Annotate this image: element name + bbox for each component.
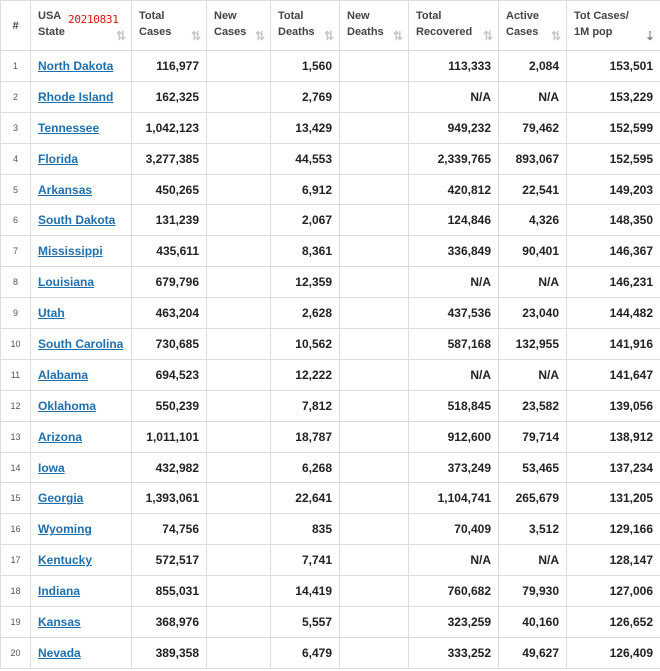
total-cases-cell: 1,011,101 [132,421,207,452]
new-cases-cell [207,174,271,205]
table-row [1,51,660,82]
row-rank: 10 [1,329,31,360]
header-total-recovered[interactable] [409,1,499,51]
row-rank: 20 [1,637,31,668]
table-row [1,452,660,483]
cases-per-million-cell: 144,482 [567,298,660,329]
state-link[interactable]: Utah [38,306,65,321]
active-cases-cell: 22,541 [499,174,567,205]
header-label: Total [278,10,304,22]
total-deaths-cell: 22,641 [271,483,340,514]
header-label: Deaths [347,26,384,38]
cases-per-million-cell: 126,409 [567,637,660,668]
state-link[interactable]: Indiana [38,584,81,599]
header-state[interactable] [31,1,132,51]
sort-updown-icon[interactable]: ⇅ [482,29,493,43]
row-rank: 8 [1,267,31,298]
state-cell [31,205,132,236]
table-row [1,205,660,236]
new-cases-cell [207,205,271,236]
active-cases-cell: N/A [499,267,567,298]
total-recovered-cell: 2,339,765 [409,143,499,174]
state-link[interactable]: Kansas [38,614,81,629]
new-deaths-cell [340,112,409,143]
row-rank: 7 [1,236,31,267]
table-row [1,267,660,298]
new-deaths-cell [340,576,409,607]
table-row [1,236,660,267]
table-row [1,329,660,360]
new-deaths-cell [340,298,409,329]
row-rank: 15 [1,483,31,514]
state-link[interactable]: Florida [38,151,79,166]
new-cases-cell [207,51,271,82]
new-deaths-cell [340,545,409,576]
total-deaths-cell: 13,429 [271,112,340,143]
row-rank: 5 [1,174,31,205]
header-label: Active [506,10,540,22]
total-deaths-cell: 2,769 [271,81,340,112]
new-cases-cell [207,143,271,174]
table-row [1,174,660,205]
date-stamp: 20210831 [68,13,119,26]
new-cases-cell [207,298,271,329]
new-deaths-cell [340,637,409,668]
header-label: Cases [214,26,247,38]
total-recovered-cell: N/A [409,267,499,298]
cases-per-million-cell: 129,166 [567,514,660,545]
total-deaths-cell: 14,419 [271,576,340,607]
state-cell [31,329,132,360]
total-recovered-cell: 336,849 [409,236,499,267]
row-rank: 2 [1,81,31,112]
active-cases-cell: 49,627 [499,637,567,668]
total-recovered-cell: 949,232 [409,112,499,143]
cases-per-million-cell: 141,916 [567,329,660,360]
active-cases-cell: N/A [499,359,567,390]
state-link[interactable]: Louisiana [38,275,95,290]
new-cases-cell [207,359,271,390]
new-deaths-cell [340,236,409,267]
total-deaths-cell: 2,628 [271,298,340,329]
row-rank: 18 [1,576,31,607]
row-rank: 13 [1,421,31,452]
new-cases-cell [207,267,271,298]
cases-per-million-cell: 152,599 [567,112,660,143]
state-cell [31,81,132,112]
sort-updown-icon[interactable]: ⇅ [190,29,201,43]
table-row [1,514,660,545]
header-label: New [214,10,237,22]
total-deaths-cell: 6,479 [271,637,340,668]
total-recovered-cell: 113,333 [409,51,499,82]
cases-per-million-cell: 148,350 [567,205,660,236]
sort-updown-icon[interactable]: ⇅ [550,29,561,43]
header-label: Total [139,10,165,22]
new-cases-cell [207,637,271,668]
cases-per-million-cell: 149,203 [567,174,660,205]
total-cases-cell: 1,393,061 [132,483,207,514]
active-cases-cell: 265,679 [499,483,567,514]
new-cases-cell [207,576,271,607]
new-deaths-cell [340,514,409,545]
active-cases-cell: 893,067 [499,143,567,174]
total-recovered-cell: 373,249 [409,452,499,483]
cases-per-million-cell: 153,501 [567,51,660,82]
cases-per-million-cell: 128,147 [567,545,660,576]
sort-updown-icon[interactable]: ⇅ [254,29,265,43]
new-cases-cell [207,112,271,143]
row-rank: 12 [1,390,31,421]
new-cases-cell [207,607,271,638]
active-cases-cell: 40,160 [499,607,567,638]
state-link[interactable]: Arkansas [38,182,93,197]
table-row [1,143,660,174]
total-deaths-cell: 6,912 [271,174,340,205]
header-new-deaths[interactable] [340,1,409,51]
new-cases-cell [207,236,271,267]
active-cases-cell: 53,465 [499,452,567,483]
total-recovered-cell: 1,104,741 [409,483,499,514]
total-deaths-cell: 6,268 [271,452,340,483]
table-row [1,637,660,668]
new-cases-cell [207,81,271,112]
new-deaths-cell [340,421,409,452]
new-deaths-cell [340,329,409,360]
total-deaths-cell: 7,741 [271,545,340,576]
row-rank: 17 [1,545,31,576]
total-deaths-cell: 2,067 [271,205,340,236]
total-recovered-cell: 333,252 [409,637,499,668]
total-recovered-cell: N/A [409,359,499,390]
total-deaths-cell: 12,222 [271,359,340,390]
new-cases-cell [207,483,271,514]
table-row [1,483,660,514]
table-row [1,421,660,452]
active-cases-cell: 2,084 [499,51,567,82]
new-deaths-cell [340,483,409,514]
active-cases-cell: 132,955 [499,329,567,360]
sort-updown-icon[interactable]: ⇅ [392,29,403,43]
table-row [1,359,660,390]
state-link[interactable]: Kentucky [38,553,93,568]
state-cell [31,421,132,452]
cases-per-million-cell: 152,595 [567,143,660,174]
active-cases-cell: 3,512 [499,514,567,545]
header-label: 1M pop [574,26,613,38]
row-rank: 6 [1,205,31,236]
total-recovered-cell: 124,846 [409,205,499,236]
total-cases-cell: 450,265 [132,174,207,205]
new-deaths-cell [340,359,409,390]
total-deaths-cell: 7,812 [271,390,340,421]
row-rank: 14 [1,452,31,483]
total-deaths-cell: 44,553 [271,143,340,174]
state-link[interactable]: Nevada [38,645,81,660]
total-recovered-cell: N/A [409,81,499,112]
state-cell [31,112,132,143]
state-link[interactable]: Georgia [38,491,84,506]
cases-per-million-cell: 153,229 [567,81,660,112]
cases-per-million-cell: 139,056 [567,390,660,421]
total-recovered-cell: 518,845 [409,390,499,421]
new-cases-cell [207,545,271,576]
state-link[interactable]: Alabama [38,367,89,382]
active-cases-cell: 79,462 [499,112,567,143]
table-row [1,390,660,421]
state-cell [31,51,132,82]
active-cases-cell: N/A [499,81,567,112]
state-cell [31,174,132,205]
total-deaths-cell: 12,359 [271,267,340,298]
total-cases-cell: 694,523 [132,359,207,390]
total-cases-cell: 116,977 [132,51,207,82]
cases-per-million-cell: 126,652 [567,607,660,638]
state-cell [31,483,132,514]
header-label: Cases [506,26,539,38]
state-link[interactable]: Oklahoma [38,398,97,413]
new-cases-cell [207,421,271,452]
state-cell [31,267,132,298]
new-cases-cell [207,329,271,360]
total-cases-cell: 572,517 [132,545,207,576]
state-link[interactable]: North Dakota [38,58,114,73]
total-deaths-cell: 10,562 [271,329,340,360]
row-rank: 3 [1,112,31,143]
state-link[interactable]: Wyoming [38,522,92,537]
total-cases-cell: 463,204 [132,298,207,329]
total-recovered-cell: 70,409 [409,514,499,545]
total-recovered-cell: 587,168 [409,329,499,360]
row-rank: 11 [1,359,31,390]
state-cell [31,452,132,483]
cases-per-million-cell: 146,367 [567,236,660,267]
table-row [1,81,660,112]
header-total-cases[interactable] [132,1,207,51]
total-recovered-cell: 760,682 [409,576,499,607]
total-cases-cell: 1,042,123 [132,112,207,143]
table-row [1,298,660,329]
header-label: Recovered [416,26,473,38]
new-deaths-cell [340,607,409,638]
sort-updown-icon[interactable]: ⇅ [323,29,334,43]
state-cell [31,359,132,390]
total-cases-cell: 74,756 [132,514,207,545]
row-rank: 19 [1,607,31,638]
new-deaths-cell [340,205,409,236]
total-recovered-cell: 437,536 [409,298,499,329]
active-cases-cell: 23,582 [499,390,567,421]
total-cases-cell: 432,982 [132,452,207,483]
total-recovered-cell: 420,812 [409,174,499,205]
state-cell [31,607,132,638]
state-link[interactable]: Rhode Island [38,89,114,104]
header-active-cases[interactable] [499,1,567,51]
state-cell [31,637,132,668]
header-new-cases[interactable] [207,1,271,51]
active-cases-cell: 4,326 [499,205,567,236]
total-cases-cell: 855,031 [132,576,207,607]
total-cases-cell: 550,239 [132,390,207,421]
cases-per-million-cell: 137,234 [567,452,660,483]
row-rank: 9 [1,298,31,329]
table-header [1,1,660,51]
state-link[interactable]: Mississippi [38,244,103,259]
table-row [1,607,660,638]
total-deaths-cell: 1,560 [271,51,340,82]
state-link[interactable]: Iowa [38,460,65,475]
state-cell [31,545,132,576]
total-deaths-cell: 835 [271,514,340,545]
new-deaths-cell [340,143,409,174]
cases-per-million-cell: 146,231 [567,267,660,298]
header-label: Cases [139,26,172,38]
total-recovered-cell: 323,259 [409,607,499,638]
total-cases-cell: 368,976 [132,607,207,638]
cases-per-million-cell: 131,205 [567,483,660,514]
table-body [1,51,660,669]
active-cases-cell: 23,040 [499,298,567,329]
total-cases-cell: 131,239 [132,205,207,236]
header-state-line2: State [38,26,65,38]
state-cell [31,514,132,545]
new-cases-cell [207,452,271,483]
total-deaths-cell: 8,361 [271,236,340,267]
total-cases-cell: 3,277,385 [132,143,207,174]
total-cases-cell: 435,611 [132,236,207,267]
new-deaths-cell [340,51,409,82]
state-link[interactable]: South Carolina [38,336,124,351]
state-cell [31,236,132,267]
row-rank: 16 [1,514,31,545]
total-cases-cell: 389,358 [132,637,207,668]
total-recovered-cell: 912,600 [409,421,499,452]
new-deaths-cell [340,267,409,298]
header-total-deaths[interactable] [271,1,340,51]
new-deaths-cell [340,174,409,205]
active-cases-cell: N/A [499,545,567,576]
header-cases-per-million[interactable] [567,1,660,51]
total-deaths-cell: 5,557 [271,607,340,638]
header-label: Deaths [278,26,315,38]
state-cell [31,143,132,174]
state-cell [31,390,132,421]
new-deaths-cell [340,452,409,483]
header-label: New [347,10,370,22]
active-cases-cell: 90,401 [499,236,567,267]
total-cases-cell: 162,325 [132,81,207,112]
state-link[interactable]: South Dakota [38,213,116,228]
state-cell [31,298,132,329]
new-deaths-cell [340,390,409,421]
header-state-line1: USA [38,10,62,22]
total-cases-cell: 730,685 [132,329,207,360]
row-rank: 1 [1,51,31,82]
cases-per-million-cell: 141,647 [567,359,660,390]
total-cases-cell: 679,796 [132,267,207,298]
state-cell [31,576,132,607]
sort-updown-icon[interactable]: ⇅ [115,29,126,43]
row-rank: 4 [1,143,31,174]
active-cases-cell: 79,930 [499,576,567,607]
table-row [1,545,660,576]
new-deaths-cell [340,81,409,112]
active-cases-cell: 79,714 [499,421,567,452]
header-label: Total [416,10,442,22]
state-link[interactable]: Tennessee [38,120,100,135]
header-label: Tot Cases/ [574,10,629,22]
new-cases-cell [207,390,271,421]
total-deaths-cell: 18,787 [271,421,340,452]
table-row [1,112,660,143]
sort-descending-icon[interactable]: ⇣ [644,29,655,43]
cases-per-million-cell: 138,912 [567,421,660,452]
total-recovered-cell: N/A [409,545,499,576]
table-row [1,576,660,607]
state-link[interactable]: Arizona [38,429,83,444]
header-rank: # [1,1,31,51]
cases-per-million-cell: 127,006 [567,576,660,607]
new-cases-cell [207,514,271,545]
